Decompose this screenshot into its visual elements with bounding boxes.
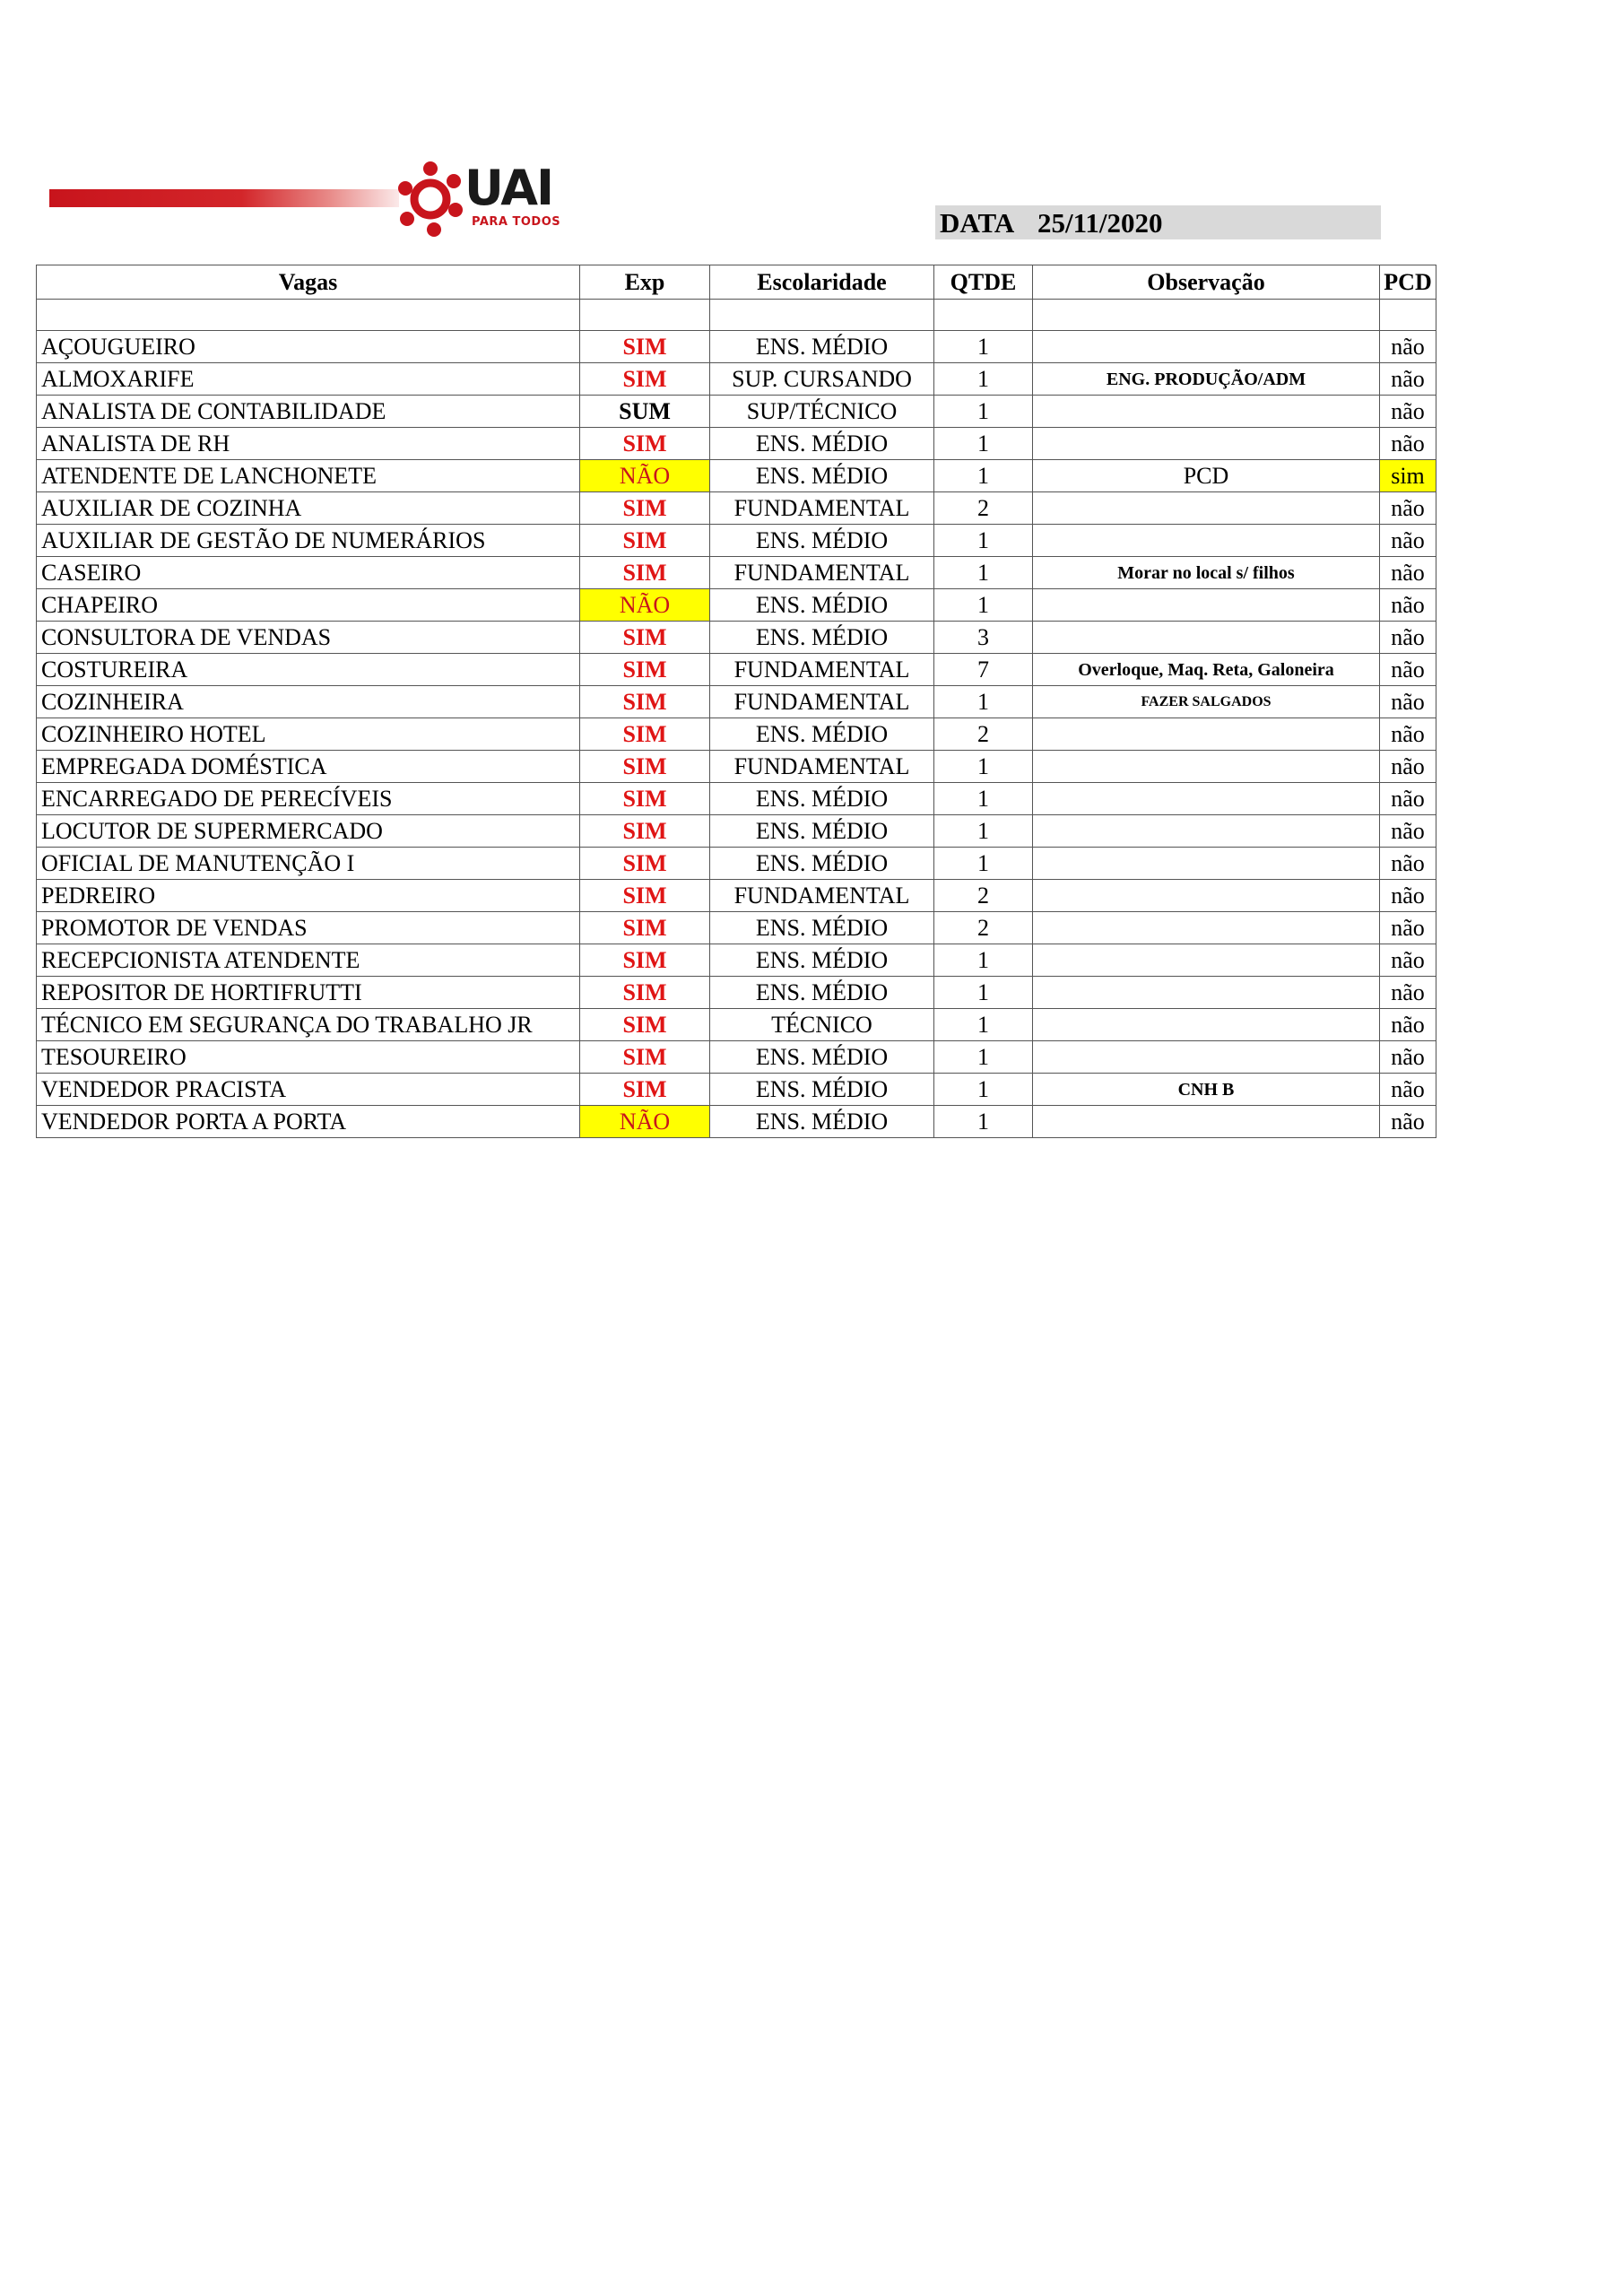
observacao-cell xyxy=(1033,525,1380,557)
observacao-cell: FAZER SALGADOS xyxy=(1033,686,1380,718)
qtde-cell: 3 xyxy=(934,622,1033,654)
vaga-cell: COZINHEIRO HOTEL xyxy=(37,718,580,751)
qtde-cell: 1 xyxy=(934,1074,1033,1106)
uai-logo-mark-icon xyxy=(395,160,466,239)
pcd-cell: não xyxy=(1380,654,1436,686)
pcd-cell: não xyxy=(1380,557,1436,589)
exp-cell: SIM xyxy=(580,751,710,783)
exp-cell: NÃO xyxy=(580,460,710,492)
empty-cell xyxy=(580,300,710,331)
table-row xyxy=(37,363,1436,396)
header-pcd: PCD xyxy=(1380,265,1436,300)
observacao-cell xyxy=(1033,912,1380,944)
exp-cell: SIM xyxy=(580,1009,710,1041)
qtde-cell: 2 xyxy=(934,912,1033,944)
vaga-cell: EMPREGADA DOMÉSTICA xyxy=(37,751,580,783)
empty-cell xyxy=(710,300,934,331)
table-row xyxy=(37,1009,1436,1041)
table-row xyxy=(37,1074,1436,1106)
escolaridade-cell: ENS. MÉDIO xyxy=(710,428,934,460)
table-header-row xyxy=(37,265,1436,300)
qtde-cell: 1 xyxy=(934,331,1033,363)
empty-cell xyxy=(1033,300,1380,331)
vaga-cell: AUXILIAR DE GESTÃO DE NUMERÁRIOS xyxy=(37,525,580,557)
table-row xyxy=(37,1106,1436,1138)
table-row xyxy=(37,751,1436,783)
header-escolaridade: Escolaridade xyxy=(710,265,934,300)
exp-cell: NÃO xyxy=(580,589,710,622)
empty-cell xyxy=(37,300,580,331)
observacao-cell: Overloque, Maq. Reta, Galoneira xyxy=(1033,654,1380,686)
observacao-cell xyxy=(1033,880,1380,912)
observacao-cell xyxy=(1033,1106,1380,1138)
escolaridade-cell: ENS. MÉDIO xyxy=(710,718,934,751)
header-observacao: Observação xyxy=(1033,265,1380,300)
escolaridade-cell: ENS. MÉDIO xyxy=(710,912,934,944)
empty-row xyxy=(37,300,1436,331)
vaga-cell: ENCARREGADO DE PERECÍVEIS xyxy=(37,783,580,815)
qtde-cell: 1 xyxy=(934,686,1033,718)
vaga-cell: COSTUREIRA xyxy=(37,654,580,686)
empty-cell xyxy=(1380,300,1436,331)
header-qtde: QTDE xyxy=(934,265,1033,300)
date-value: 25/11/2020 xyxy=(1037,207,1163,239)
table-row xyxy=(37,589,1436,622)
table-row xyxy=(37,622,1436,654)
vaga-cell: VENDEDOR PORTA A PORTA xyxy=(37,1106,580,1138)
pcd-cell: não xyxy=(1380,428,1436,460)
vaga-cell: RECEPCIONISTA ATENDENTE xyxy=(37,944,580,977)
exp-cell: SIM xyxy=(580,363,710,396)
qtde-cell: 1 xyxy=(934,977,1033,1009)
pcd-cell: não xyxy=(1380,1106,1436,1138)
observacao-cell: CNH B xyxy=(1033,1074,1380,1106)
pcd-cell: não xyxy=(1380,331,1436,363)
table-row xyxy=(37,654,1436,686)
qtde-cell: 2 xyxy=(934,718,1033,751)
pcd-cell: não xyxy=(1380,492,1436,525)
qtde-cell: 2 xyxy=(934,492,1033,525)
logo-tagline: PARA TODOS xyxy=(472,215,561,229)
qtde-cell: 1 xyxy=(934,525,1033,557)
pcd-cell: não xyxy=(1380,751,1436,783)
table-row xyxy=(37,848,1436,880)
pcd-cell: não xyxy=(1380,912,1436,944)
vaga-cell: PEDREIRO xyxy=(37,880,580,912)
pcd-cell: não xyxy=(1380,686,1436,718)
header-exp: Exp xyxy=(580,265,710,300)
qtde-cell: 1 xyxy=(934,1041,1033,1074)
pcd-cell: não xyxy=(1380,880,1436,912)
escolaridade-cell: ENS. MÉDIO xyxy=(710,331,934,363)
observacao-cell xyxy=(1033,589,1380,622)
escolaridade-cell: ENS. MÉDIO xyxy=(710,1074,934,1106)
qtde-cell: 7 xyxy=(934,654,1033,686)
observacao-cell xyxy=(1033,718,1380,751)
pcd-cell: não xyxy=(1380,396,1436,428)
qtde-cell: 1 xyxy=(934,1106,1033,1138)
table-row xyxy=(37,880,1436,912)
exp-cell: SIM xyxy=(580,944,710,977)
qtde-cell: 1 xyxy=(934,428,1033,460)
pcd-cell: não xyxy=(1380,815,1436,848)
exp-cell: SIM xyxy=(580,848,710,880)
table-row xyxy=(37,944,1436,977)
pcd-cell: não xyxy=(1380,622,1436,654)
escolaridade-cell: ENS. MÉDIO xyxy=(710,460,934,492)
table-row xyxy=(37,912,1436,944)
vaga-cell: ALMOXARIFE xyxy=(37,363,580,396)
pcd-cell: sim xyxy=(1380,460,1436,492)
vaga-cell: VENDEDOR PRACISTA xyxy=(37,1074,580,1106)
escolaridade-cell: ENS. MÉDIO xyxy=(710,944,934,977)
table-row xyxy=(37,977,1436,1009)
observacao-cell xyxy=(1033,848,1380,880)
exp-cell: SIM xyxy=(580,880,710,912)
qtde-cell: 1 xyxy=(934,815,1033,848)
qtde-cell: 1 xyxy=(934,557,1033,589)
exp-cell: SIM xyxy=(580,1074,710,1106)
vaga-cell: LOCUTOR DE SUPERMERCADO xyxy=(37,815,580,848)
escolaridade-cell: ENS. MÉDIO xyxy=(710,977,934,1009)
pcd-cell: não xyxy=(1380,977,1436,1009)
vaga-cell: AÇOUGUEIRO xyxy=(37,331,580,363)
escolaridade-cell: ENS. MÉDIO xyxy=(710,848,934,880)
escolaridade-cell: FUNDAMENTAL xyxy=(710,557,934,589)
exp-cell: SIM xyxy=(580,492,710,525)
table-row xyxy=(37,428,1436,460)
exp-cell: SIM xyxy=(580,718,710,751)
pcd-cell: não xyxy=(1380,1009,1436,1041)
uai-logo xyxy=(395,160,565,240)
pcd-cell: não xyxy=(1380,589,1436,622)
pcd-cell: não xyxy=(1380,848,1436,880)
job-openings-table xyxy=(36,265,1436,1138)
escolaridade-cell: ENS. MÉDIO xyxy=(710,622,934,654)
escolaridade-cell: ENS. MÉDIO xyxy=(710,815,934,848)
exp-cell: SIM xyxy=(580,815,710,848)
observacao-cell xyxy=(1033,751,1380,783)
pcd-cell: não xyxy=(1380,944,1436,977)
vaga-cell: OFICIAL DE MANUTENÇÃO I xyxy=(37,848,580,880)
pcd-cell: não xyxy=(1380,718,1436,751)
observacao-cell: PCD xyxy=(1033,460,1380,492)
qtde-cell: 1 xyxy=(934,363,1033,396)
exp-cell: NÃO xyxy=(580,1106,710,1138)
vaga-cell: CASEIRO xyxy=(37,557,580,589)
date-box xyxy=(935,205,1381,239)
pcd-cell: não xyxy=(1380,783,1436,815)
exp-cell: SIM xyxy=(580,557,710,589)
exp-cell: SIM xyxy=(580,977,710,1009)
table-row xyxy=(37,718,1436,751)
vaga-cell: REPOSITOR DE HORTIFRUTTI xyxy=(37,977,580,1009)
empty-cell xyxy=(934,300,1033,331)
exp-cell: SIM xyxy=(580,622,710,654)
qtde-cell: 1 xyxy=(934,848,1033,880)
vaga-cell: CHAPEIRO xyxy=(37,589,580,622)
table-row xyxy=(37,460,1436,492)
observacao-cell xyxy=(1033,977,1380,1009)
observacao-cell xyxy=(1033,815,1380,848)
qtde-cell: 1 xyxy=(934,944,1033,977)
qtde-cell: 1 xyxy=(934,751,1033,783)
exp-cell: SIM xyxy=(580,654,710,686)
escolaridade-cell: SUP. CURSANDO xyxy=(710,363,934,396)
header-red-stripe xyxy=(49,189,399,207)
escolaridade-cell: TÉCNICO xyxy=(710,1009,934,1041)
escolaridade-cell: FUNDAMENTAL xyxy=(710,492,934,525)
vaga-cell: CONSULTORA DE VENDAS xyxy=(37,622,580,654)
observacao-cell xyxy=(1033,492,1380,525)
table-row xyxy=(37,492,1436,525)
qtde-cell: 1 xyxy=(934,460,1033,492)
qtde-cell: 1 xyxy=(934,1009,1033,1041)
vaga-cell: ATENDENTE DE LANCHONETE xyxy=(37,460,580,492)
header-vagas: Vagas xyxy=(37,265,580,300)
escolaridade-cell: ENS. MÉDIO xyxy=(710,525,934,557)
escolaridade-cell: FUNDAMENTAL xyxy=(710,654,934,686)
pcd-cell: não xyxy=(1380,1074,1436,1106)
table-row xyxy=(37,783,1436,815)
exp-cell: SIM xyxy=(580,912,710,944)
vaga-cell: ANALISTA DE CONTABILIDADE xyxy=(37,396,580,428)
qtde-cell: 1 xyxy=(934,783,1033,815)
table-row xyxy=(37,686,1436,718)
vaga-cell: TÉCNICO EM SEGURANÇA DO TRABALHO JR xyxy=(37,1009,580,1041)
observacao-cell xyxy=(1033,331,1380,363)
escolaridade-cell: FUNDAMENTAL xyxy=(710,880,934,912)
escolaridade-cell: ENS. MÉDIO xyxy=(710,1106,934,1138)
escolaridade-cell: FUNDAMENTAL xyxy=(710,686,934,718)
vaga-cell: COZINHEIRA xyxy=(37,686,580,718)
exp-cell: SIM xyxy=(580,1041,710,1074)
pcd-cell: não xyxy=(1380,525,1436,557)
vaga-cell: PROMOTOR DE VENDAS xyxy=(37,912,580,944)
qtde-cell: 2 xyxy=(934,880,1033,912)
table-row xyxy=(37,1041,1436,1074)
table-row xyxy=(37,557,1436,589)
observacao-cell xyxy=(1033,428,1380,460)
table-row xyxy=(37,396,1436,428)
table-row xyxy=(37,815,1436,848)
escolaridade-cell: SUP/TÉCNICO xyxy=(710,396,934,428)
vaga-cell: AUXILIAR DE COZINHA xyxy=(37,492,580,525)
observacao-cell xyxy=(1033,396,1380,428)
exp-cell: SIM xyxy=(580,686,710,718)
qtde-cell: 1 xyxy=(934,396,1033,428)
qtde-cell: 1 xyxy=(934,589,1033,622)
exp-cell: SUM xyxy=(580,396,710,428)
exp-cell: SIM xyxy=(580,525,710,557)
vaga-cell: ANALISTA DE RH xyxy=(37,428,580,460)
table-row xyxy=(37,331,1436,363)
exp-cell: SIM xyxy=(580,428,710,460)
pcd-cell: não xyxy=(1380,1041,1436,1074)
observacao-cell: ENG. PRODUÇÃO/ADM xyxy=(1033,363,1380,396)
observacao-cell xyxy=(1033,944,1380,977)
escolaridade-cell: ENS. MÉDIO xyxy=(710,1041,934,1074)
observacao-cell xyxy=(1033,783,1380,815)
pcd-cell: não xyxy=(1380,363,1436,396)
escolaridade-cell: ENS. MÉDIO xyxy=(710,589,934,622)
escolaridade-cell: ENS. MÉDIO xyxy=(710,783,934,815)
observacao-cell xyxy=(1033,1009,1380,1041)
observacao-cell: Morar no local s/ filhos xyxy=(1033,557,1380,589)
exp-cell: SIM xyxy=(580,783,710,815)
exp-cell: SIM xyxy=(580,331,710,363)
table-row xyxy=(37,525,1436,557)
observacao-cell xyxy=(1033,1041,1380,1074)
observacao-cell xyxy=(1033,622,1380,654)
logo-wordmark: UAI xyxy=(464,160,553,216)
vaga-cell: TESOUREIRO xyxy=(37,1041,580,1074)
date-label: DATA xyxy=(940,207,1015,239)
escolaridade-cell: FUNDAMENTAL xyxy=(710,751,934,783)
